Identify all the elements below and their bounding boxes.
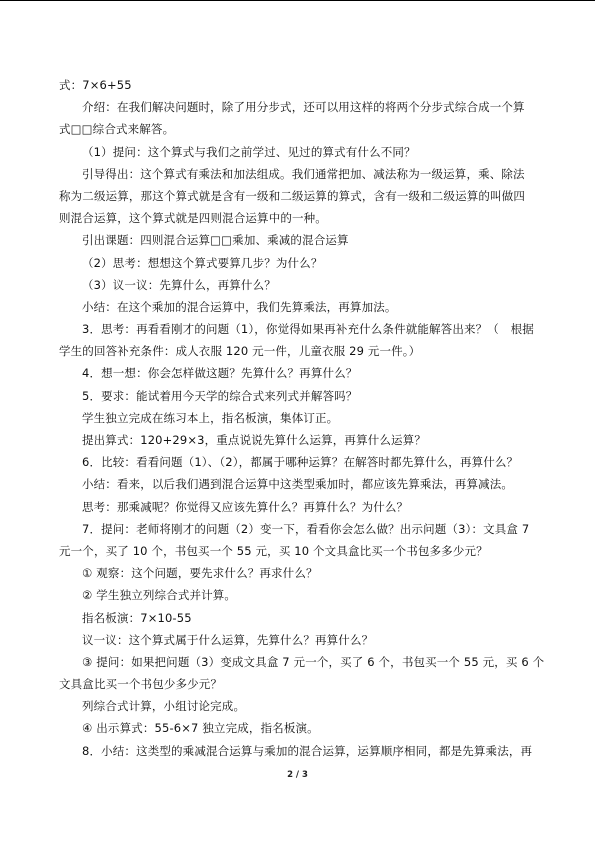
text-line: 引出课题：四则混合运算□□乘加、乘减的混合运算 <box>82 233 349 248</box>
text-line: 5．要求：能试着用今天学的综合式来列式并解答吗？ <box>82 388 358 403</box>
text-line: 7．提问：老师将刚才的问题（2）变一下，看看你会怎么做？出示问题（3）：文具盒 7 <box>82 521 530 536</box>
text-line: 思考：那乘减呢？你觉得又应该先算什么？再算什么？为什么？ <box>82 499 409 514</box>
text-line: 元一个，买了 10 个，书包买一个 55 元，买 10 个文具盒比买一个书包多多少元？ <box>59 543 488 558</box>
text-line: 4．想一想：你会怎样做这题？先算什么？再算什么？ <box>82 366 358 381</box>
document-body <box>59 74 545 762</box>
top-border <box>0 0 595 1</box>
text-line: 议一议：这个算式属于什么运算，先算什么？再算什么？ <box>82 632 374 647</box>
text-line: 引导得出：这个算式有乘法和加法组成。我们通常把加、减法称为一级运算，乘、除法 <box>82 166 525 181</box>
text-line: 指名板演：7×10-55 <box>82 610 192 625</box>
text-line: 列综合式计算，小组讨论完成。 <box>82 699 246 714</box>
text-line: 3．思考：再看看刚才的问题（1），你觉得如果再补充什么条件就能解答出来？（ 根据 <box>82 322 534 337</box>
text-line: ④ 出示算式：55-6×7 独立完成，指名板演。 <box>82 721 319 736</box>
text-line: 8．小结：这类型的乘减混合运算与乘加的混合运算，运算顺序相同，都是先算乘法，再 <box>82 743 533 758</box>
text-line: ③ 提问：如果把问题（3）变成文具盒 7 元一个，买了 6 个，书包买一个 55 元，买 6 个 <box>82 654 545 669</box>
text-line: ① 观察：这个问题，要先求什么？再求什么？ <box>82 566 318 581</box>
text-line: 6．比较：看看问题（1）、（2），都属于哪种运算？在解答时都先算什么，再算什么？ <box>82 455 519 470</box>
text-line: ② 学生独立列综合式并计算。 <box>82 588 237 603</box>
text-line: 介绍：在我们解决问题时，除了用分步式，还可以用这样的将两个分步式综合成一个算 <box>82 100 525 115</box>
text-line: 学生独立完成在练习本上，指名板演，集体订正。 <box>82 410 339 425</box>
text-line: （3）议一议：先算什么，再算什么？ <box>82 277 276 292</box>
text-line: 则混合运算，这个算式就是四则混合运算中的一种。 <box>59 211 327 226</box>
text-line: 式：7×6+55 <box>59 78 132 92</box>
text-line: 称为二级运算，那这个算式就是含有一级和二级运算的算式，含有一级和二级运算的叫做四 <box>59 188 525 203</box>
text-line: 小结：在这个乘加的混合运算中，我们先算乘法，再算加法。 <box>82 299 397 314</box>
text-line: 提出算式：120+29×3，重点说说先算什么运算，再算什么运算？ <box>82 433 426 447</box>
page-number: 2 / 3 <box>287 770 308 780</box>
text-line: 学生的回答补充条件：成人衣服 120 元一件，儿童衣服 29 元一件。） <box>59 344 421 359</box>
text-line: （2）思考：想想这个算式要算几步？为什么？ <box>82 255 323 270</box>
text-line: 文具盒比买一个书包少多少元？ <box>59 677 223 692</box>
text-line: 式□□综合式来解答。 <box>59 122 175 137</box>
text-line: 小结：看来，以后我们遇到混合运算中这类型乘加时，都应该先算乘法，再算减法。 <box>82 477 514 492</box>
text-line: （1）提问：这个算式与我们之前学过、见过的算式有什么不同？ <box>82 144 416 159</box>
